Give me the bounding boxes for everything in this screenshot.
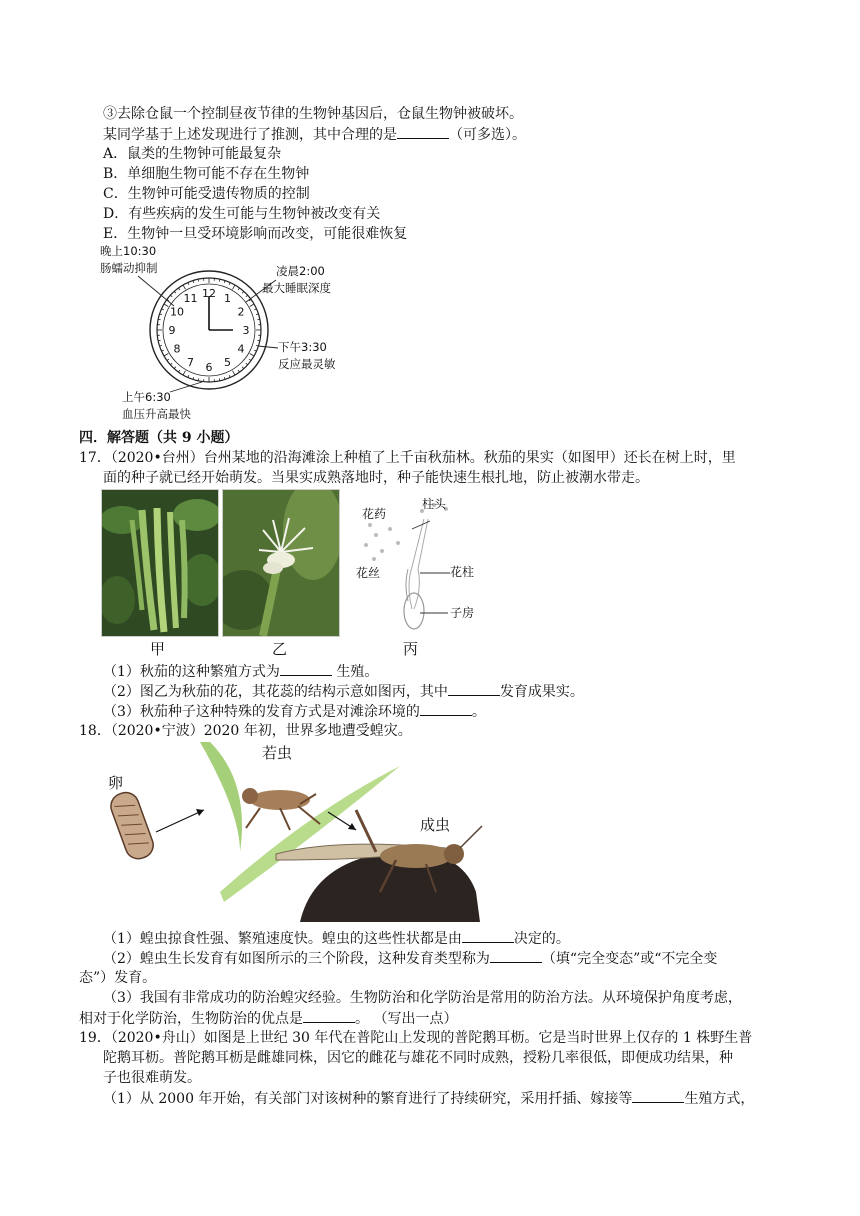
locust-lifecycle-figure bbox=[100, 742, 520, 922]
photo-flower-yi bbox=[222, 489, 340, 637]
diagram-bing bbox=[352, 489, 492, 635]
clock-label-am-desc: 血压升高最快 bbox=[122, 407, 191, 421]
label-egg: 卵 bbox=[108, 774, 124, 792]
clock-figure bbox=[100, 244, 360, 424]
clock-number: 1 bbox=[224, 291, 231, 305]
answer-blank[interactable] bbox=[490, 948, 542, 963]
q16-option-b: B．单细胞生物可能不存在生物钟 bbox=[103, 166, 310, 182]
q18-sub1: （1）蝗虫掠食性强、繁殖速度快。蝗虫的这些性状都是由 决定的。 bbox=[103, 928, 570, 949]
answer-blank[interactable] bbox=[462, 928, 514, 943]
clock-number: 8 bbox=[173, 342, 181, 356]
answer-blank[interactable] bbox=[448, 681, 500, 696]
label-anther: 花药 bbox=[362, 507, 387, 521]
q16-option-d: D．有些疾病的发生可能与生物钟被改变有关 bbox=[103, 206, 381, 222]
q17-stem-line1: 17．（2020•台州）台州某地的沿海滩涂上种植了上千亩秋茄林。秋茄的果实（如图甲）还长在树上时，里 bbox=[79, 450, 736, 466]
clock-number: 12 bbox=[202, 287, 216, 300]
q18-sub2: （2）蝗虫生长发育有如图所示的三个阶段，这种发育类型称为 （填“完全变态”或“不完全变 bbox=[103, 948, 717, 969]
q18-sub3-line1: （3）我国有非常成功的防治蝗灾经验。生物防治和化学防治是常用的防治方法。从环境保护角度考虑， bbox=[103, 990, 742, 1006]
section-heading: 四．解答题（共 9 小题） bbox=[79, 430, 239, 446]
clock-number: 7 bbox=[187, 356, 194, 370]
photo-fruit-jia bbox=[101, 489, 219, 637]
q19-sub1: （1）从 2000 年开始，有关部门对该树种的繁育进行了持续研究，采用扦插、嫁接等 生殖方式， bbox=[103, 1088, 754, 1109]
clock-number: 5 bbox=[224, 356, 231, 370]
q16-item3: ③去除仓鼠一个控制昼夜节律的生物钟基因后，仓鼠生物钟被破坏。 bbox=[103, 106, 523, 122]
answer-blank[interactable] bbox=[397, 124, 449, 139]
q19-stem-line1: 19．（2020•舟山）如图是上世纪 30 年代在普陀山上发现的普陀鹅耳枥。它是当时世界上仅存的 1 株野生普 bbox=[79, 1030, 753, 1046]
clock-label-dawn-time: 凌晨2:00 bbox=[276, 264, 325, 278]
q18-sub3-line2: 相对于化学防治，生物防治的优点是 。 （写出一点） bbox=[79, 1008, 457, 1029]
figure-label-jia: 甲 bbox=[150, 640, 166, 658]
clock-number: 9 bbox=[168, 324, 176, 337]
q16-option-c: C．生物钟可能受遗传物质的控制 bbox=[103, 186, 310, 202]
clock-number: 4 bbox=[237, 342, 245, 356]
q17-sub2: （2）图乙为秋茄的花，其花蕊的结构示意如图丙，其中 发育成果实。 bbox=[103, 681, 584, 702]
label-style: 花柱 bbox=[450, 565, 475, 579]
clock-label-night-desc: 肠蠕动抑制 bbox=[100, 261, 158, 275]
label-nymph: 若虫 bbox=[262, 744, 293, 762]
clock-label-am-time: 上午6:30 bbox=[122, 390, 171, 404]
clock-label-dawn-desc: 最大睡眠深度 bbox=[262, 281, 331, 295]
clock-number: 11 bbox=[183, 291, 198, 305]
q17-sub3: （3）秋茄种子这种特殊的发育方式是对滩涂环境的 。 bbox=[103, 701, 486, 722]
label-adult: 成虫 bbox=[420, 816, 451, 834]
answer-blank[interactable] bbox=[632, 1088, 684, 1103]
q19-stem-line3: 子也很难萌发。 bbox=[103, 1070, 201, 1086]
clock-label-pm-desc: 反应最灵敏 bbox=[278, 357, 336, 371]
clock-number: 2 bbox=[237, 305, 245, 319]
answer-blank[interactable] bbox=[420, 701, 472, 716]
q17-sub1: （1）秋茄的这种繁殖方式为 生殖。 bbox=[103, 661, 378, 682]
q16-option-e: E．生物钟一旦受环境影响而改变，可能很难恢复 bbox=[103, 226, 408, 242]
figure-label-yi: 乙 bbox=[272, 640, 288, 658]
q16-option-a: A．鼠类的生物钟可能最复杂 bbox=[103, 146, 282, 162]
q19-stem-line2: 陀鹅耳枥。普陀鹅耳枥是雌雄同株，因它的雌花与雄花不同时成熟，授粉几率很低，即便成功结果，种 bbox=[103, 1050, 733, 1066]
clock-pointer-lines bbox=[100, 244, 360, 424]
label-ovary: 子房 bbox=[450, 606, 475, 620]
q17-stem-line2: 面的种子就已经开始萌发。当果实成熟落地时，种子能快速生根扎地，防止被潮水带走。 bbox=[103, 470, 649, 486]
label-filament: 花丝 bbox=[356, 566, 381, 580]
answer-blank[interactable] bbox=[303, 1008, 355, 1023]
figure-label-bing: 丙 bbox=[403, 640, 419, 658]
q18-stem: 18．（2020•宁波）2020 年初，世界多地遭受蝗灾。 bbox=[79, 723, 412, 739]
label-stigma: 柱头 bbox=[422, 497, 447, 511]
answer-blank[interactable] bbox=[280, 661, 332, 676]
q18-sub2-line2: 态”）发育。 bbox=[79, 970, 157, 986]
clock-label-pm-time: 下午3:30 bbox=[278, 340, 327, 354]
q16-prompt: 某同学基于上述发现进行了推测，其中合理的是 （可多选）。 bbox=[103, 124, 526, 145]
clock-number: 6 bbox=[205, 361, 213, 374]
clock-number: 3 bbox=[242, 324, 250, 337]
clock-label-night-time: 晚上10:30 bbox=[100, 244, 157, 258]
clock-number: 10 bbox=[169, 305, 184, 319]
